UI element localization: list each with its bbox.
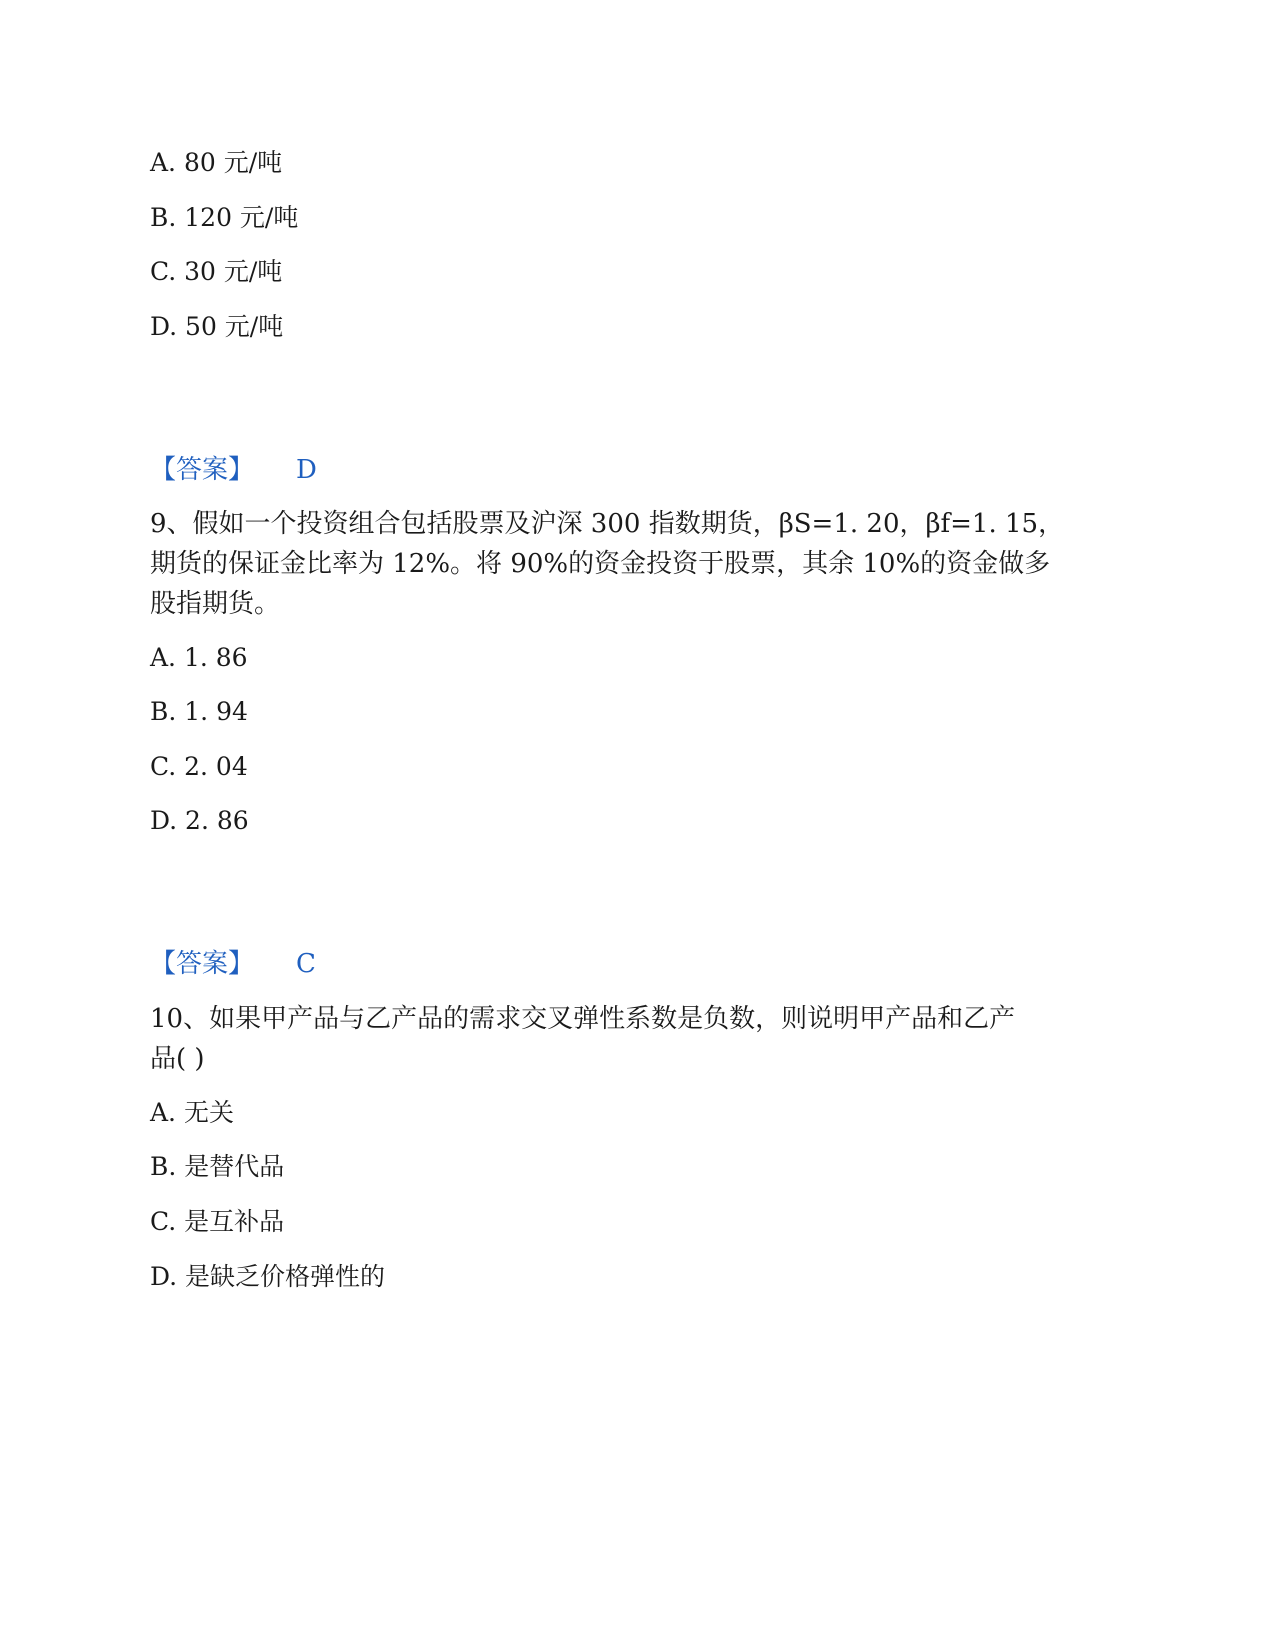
q9-option-d: D. 2. 86 — [150, 806, 249, 835]
q10-option-c: C. 是互补品 — [150, 1207, 285, 1236]
q10-line-2: 品( ) — [150, 1044, 205, 1074]
q9-option-a: A. 1. 86 — [150, 643, 248, 672]
q9-line-2: 期货的保证金比率为 12%。将 90%的资金投资于股票，其余 10%的资金做多 — [150, 549, 1051, 579]
q9-text — [150, 504, 1130, 624]
q9-option-c: C. 2. 04 — [150, 752, 248, 781]
q10-text — [150, 999, 1130, 1079]
q8-answer — [150, 451, 317, 489]
q9-option-b: B. 1. 94 — [150, 697, 248, 726]
q8-option-a: A. 80 元/吨 — [150, 148, 283, 177]
q9-line-3: 股指期货。 — [150, 589, 281, 619]
q8-option-b: B. 120 元/吨 — [150, 203, 299, 232]
q10-option-d: D. 是缺乏价格弹性的 — [150, 1262, 386, 1291]
q9-answer — [150, 945, 316, 983]
q9-line-1: 9、假如一个投资组合包括股票及沪深 300 指数期货，βS=1. 20，βf=1. 15， — [150, 509, 1065, 539]
q10-line-1: 10、如果甲产品与乙产品的需求交叉弹性系数是负数，则说明甲产品和乙产 — [150, 1004, 1016, 1034]
q8-option-d: D. 50 元/吨 — [150, 312, 284, 341]
answer-tag: 【答案】 — [150, 455, 255, 485]
answer-value: D — [296, 455, 317, 485]
answer-value: C — [296, 949, 316, 979]
q10-option-a: A. 无关 — [150, 1098, 234, 1127]
q10-option-b: B. 是替代品 — [150, 1152, 285, 1181]
answer-tag: 【答案】 — [150, 949, 255, 979]
q8-option-c: C. 30 元/吨 — [150, 257, 283, 286]
